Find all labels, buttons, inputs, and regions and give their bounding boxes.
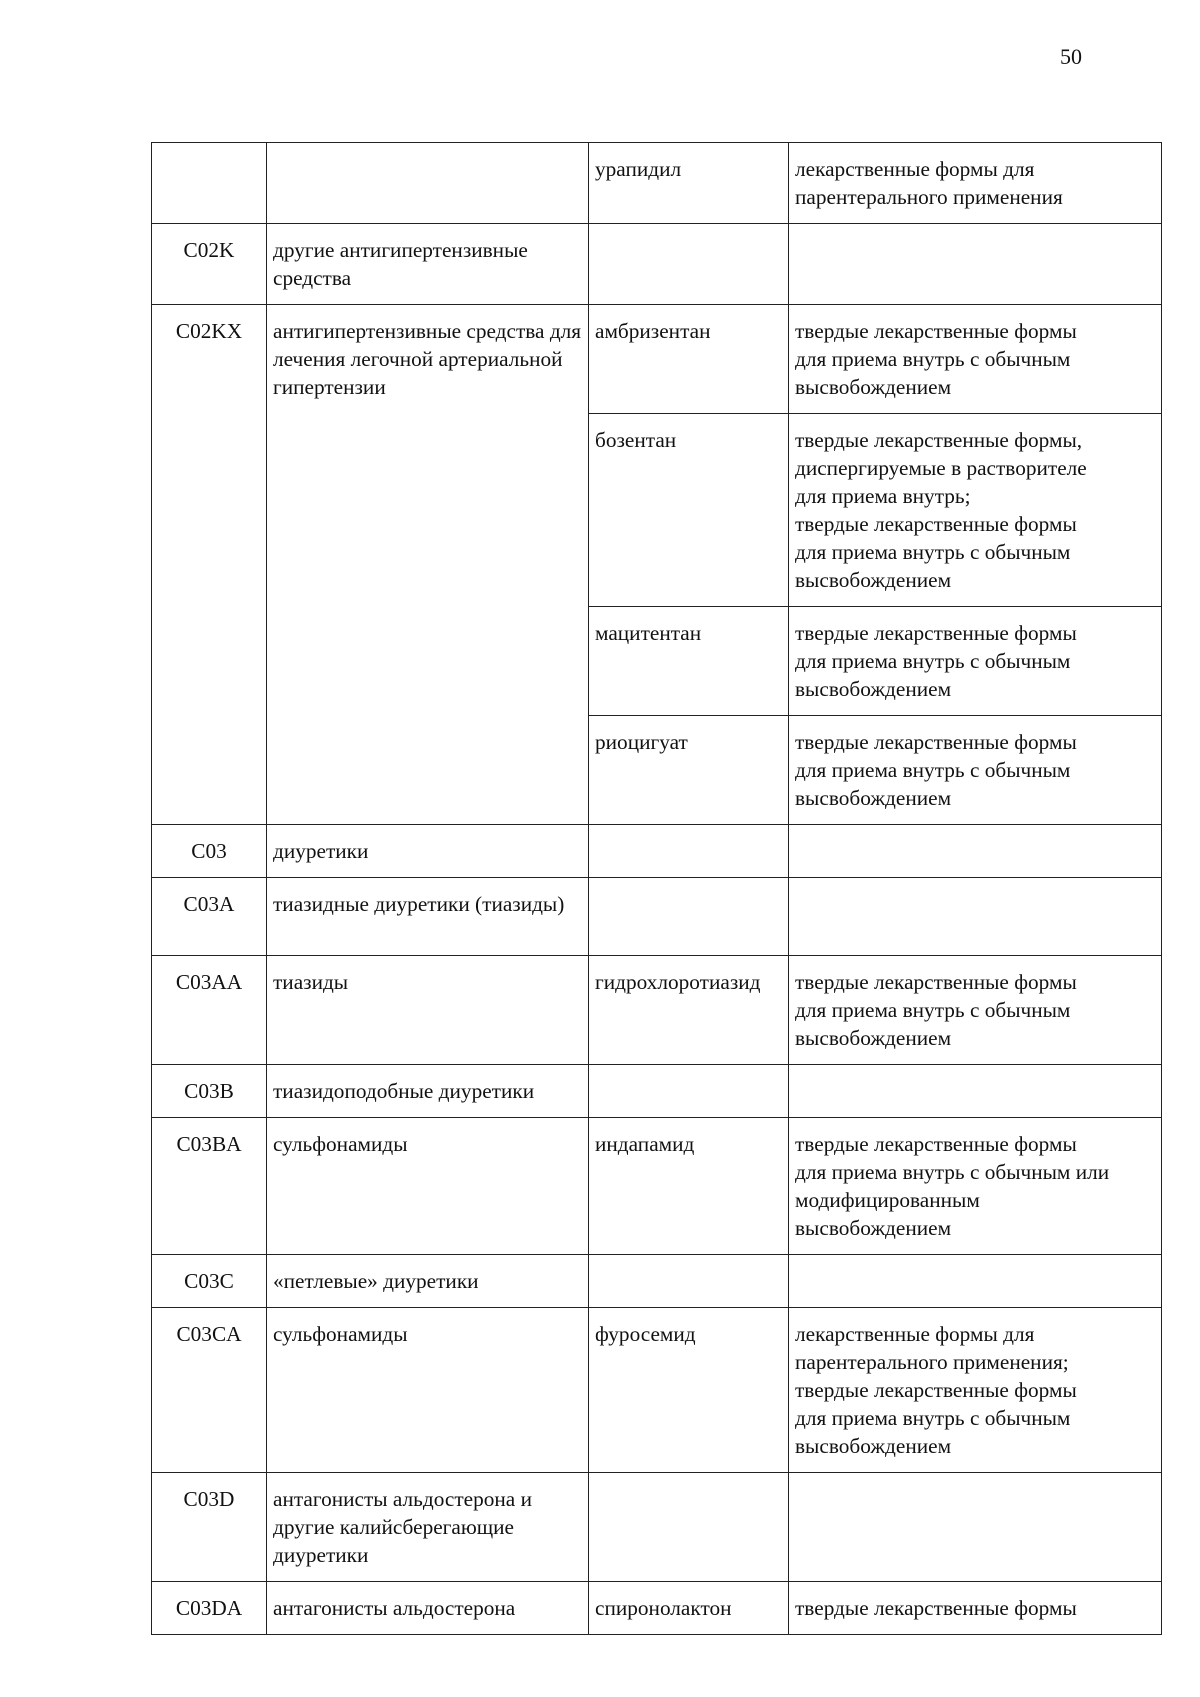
drug-name-cell <box>589 1255 789 1308</box>
group-name-cell: антагонисты альдостерона и другие калийсберегающие диуретики <box>267 1473 589 1582</box>
drug-name-cell: мацитентан <box>589 607 789 716</box>
table-row <box>152 878 1162 956</box>
dosage-form-line: лекарственные формы для <box>795 157 1035 181</box>
dosage-forms-cell <box>789 143 1162 224</box>
atc-code-cell: C03BA <box>152 1118 267 1255</box>
group-name-cell: антигипертензивные средства для лечения легочной артериальной гипертензии <box>267 305 589 825</box>
dosage-form-line: твердые лекарственные формы <box>795 621 1077 645</box>
table-row <box>152 224 1162 305</box>
dosage-form-line: твердые лекарственные формы <box>795 970 1077 994</box>
dosage-form-line: парентерального применения <box>795 185 1063 209</box>
dosage-form-line: твердые лекарственные формы <box>795 512 1077 536</box>
drug-name-cell: риоцигуат <box>589 716 789 825</box>
table-row <box>152 1582 1162 1635</box>
dosage-form-line: твердые лекарственные формы, <box>795 428 1083 452</box>
drug-name-cell <box>589 1473 789 1582</box>
drug-name-cell <box>589 1065 789 1118</box>
atc-drug-table <box>151 142 1162 1635</box>
atc-code-cell: C03B <box>152 1065 267 1118</box>
dosage-form-line: лекарственные формы для <box>795 1322 1035 1346</box>
dosage-form-line: для приема внутрь с обычным <box>795 1406 1071 1430</box>
drug-name-cell: индапамид <box>589 1118 789 1255</box>
group-name-cell: сульфонамиды <box>267 1308 589 1473</box>
atc-code-cell: C03CA <box>152 1308 267 1473</box>
dosage-form-line: для приема внутрь; <box>795 484 971 508</box>
group-name-cell <box>267 143 589 224</box>
dosage-forms-cell <box>789 1308 1162 1473</box>
atc-code-cell: C02K <box>152 224 267 305</box>
dosage-form-line: для приема внутрь с обычным или <box>795 1160 1110 1184</box>
table-row <box>152 1308 1162 1473</box>
table-row <box>152 1473 1162 1582</box>
dosage-forms-cell <box>789 716 1162 825</box>
dosage-form-line: модифицированным <box>795 1188 980 1212</box>
atc-code-cell: C02KX <box>152 305 267 825</box>
dosage-form-line: твердые лекарственные формы <box>795 1132 1077 1156</box>
dosage-form-line: высвобождением <box>795 375 952 399</box>
drug-name-cell <box>589 878 789 956</box>
group-name-cell: диуретики <box>267 825 589 878</box>
dosage-forms-cell <box>789 1118 1162 1255</box>
drug-name-cell <box>589 224 789 305</box>
atc-code-cell: C03AA <box>152 956 267 1065</box>
dosage-forms-cell <box>789 414 1162 607</box>
drug-name-cell: урапидил <box>589 143 789 224</box>
dosage-form-line: для приема внутрь с обычным <box>795 347 1071 371</box>
table-row <box>152 143 1162 224</box>
group-name-cell: антагонисты альдостерона <box>267 1582 589 1635</box>
dosage-forms-cell <box>789 607 1162 716</box>
drug-name-cell: амбризентан <box>589 305 789 414</box>
dosage-forms-cell <box>789 224 1162 305</box>
dosage-form-line: твердые лекарственные формы <box>795 1378 1077 1402</box>
dosage-form-line: для приема внутрь с обычным <box>795 649 1071 673</box>
drug-name-cell: спиронолактон <box>589 1582 789 1635</box>
dosage-forms-cell <box>789 1582 1162 1635</box>
dosage-forms-cell <box>789 305 1162 414</box>
page-number: 50 <box>1060 44 1082 69</box>
dosage-form-line: высвобождением <box>795 786 952 810</box>
group-name-cell: «петлевые» диуретики <box>267 1255 589 1308</box>
table-row <box>152 1255 1162 1308</box>
dosage-form-line: высвобождением <box>795 568 952 592</box>
table-row <box>152 825 1162 878</box>
atc-code-cell: C03DA <box>152 1582 267 1635</box>
dosage-form-line: высвобождением <box>795 1026 952 1050</box>
atc-code-cell: C03A <box>152 878 267 956</box>
dosage-form-line: высвобождением <box>795 677 952 701</box>
drug-name-cell: гидрохлоротиазид <box>589 956 789 1065</box>
dosage-form-line: для приема внутрь с обычным <box>795 758 1071 782</box>
atc-code-cell: C03D <box>152 1473 267 1582</box>
group-name-cell: другие антигипертензивные средства <box>267 224 589 305</box>
drug-name-cell <box>589 825 789 878</box>
dosage-forms-cell <box>789 878 1162 956</box>
dosage-forms-cell <box>789 1065 1162 1118</box>
atc-code-cell: C03C <box>152 1255 267 1308</box>
drug-name-cell: бозентан <box>589 414 789 607</box>
dosage-form-line: твердые лекарственные формы <box>795 730 1077 754</box>
dosage-form-line: парентерального применения; <box>795 1350 1069 1374</box>
dosage-form-line: высвобождением <box>795 1434 952 1458</box>
table-row <box>152 305 1162 414</box>
table-row <box>152 1118 1162 1255</box>
group-name-cell: тиазиды <box>267 956 589 1065</box>
dosage-forms-cell <box>789 1255 1162 1308</box>
atc-code-cell: C03 <box>152 825 267 878</box>
dosage-form-line: для приема внутрь с обычным <box>795 998 1071 1022</box>
dosage-form-line: твердые лекарственные формы <box>795 319 1077 343</box>
table-row <box>152 956 1162 1065</box>
table-row <box>152 1065 1162 1118</box>
dosage-form-line: твердые лекарственные формы <box>795 1596 1077 1620</box>
dosage-forms-cell <box>789 956 1162 1065</box>
dosage-form-line: для приема внутрь с обычным <box>795 540 1071 564</box>
drug-name-cell: фуросемид <box>589 1308 789 1473</box>
dosage-form-line: высвобождением <box>795 1216 952 1240</box>
group-name-cell: тиазидные диуретики (тиазиды) <box>267 878 589 956</box>
dosage-forms-cell <box>789 1473 1162 1582</box>
dosage-form-line: диспергируемые в растворителе <box>795 456 1087 480</box>
dosage-forms-cell <box>789 825 1162 878</box>
group-name-cell: тиазидоподобные диуретики <box>267 1065 589 1118</box>
group-name-cell: сульфонамиды <box>267 1118 589 1255</box>
atc-code-cell <box>152 143 267 224</box>
